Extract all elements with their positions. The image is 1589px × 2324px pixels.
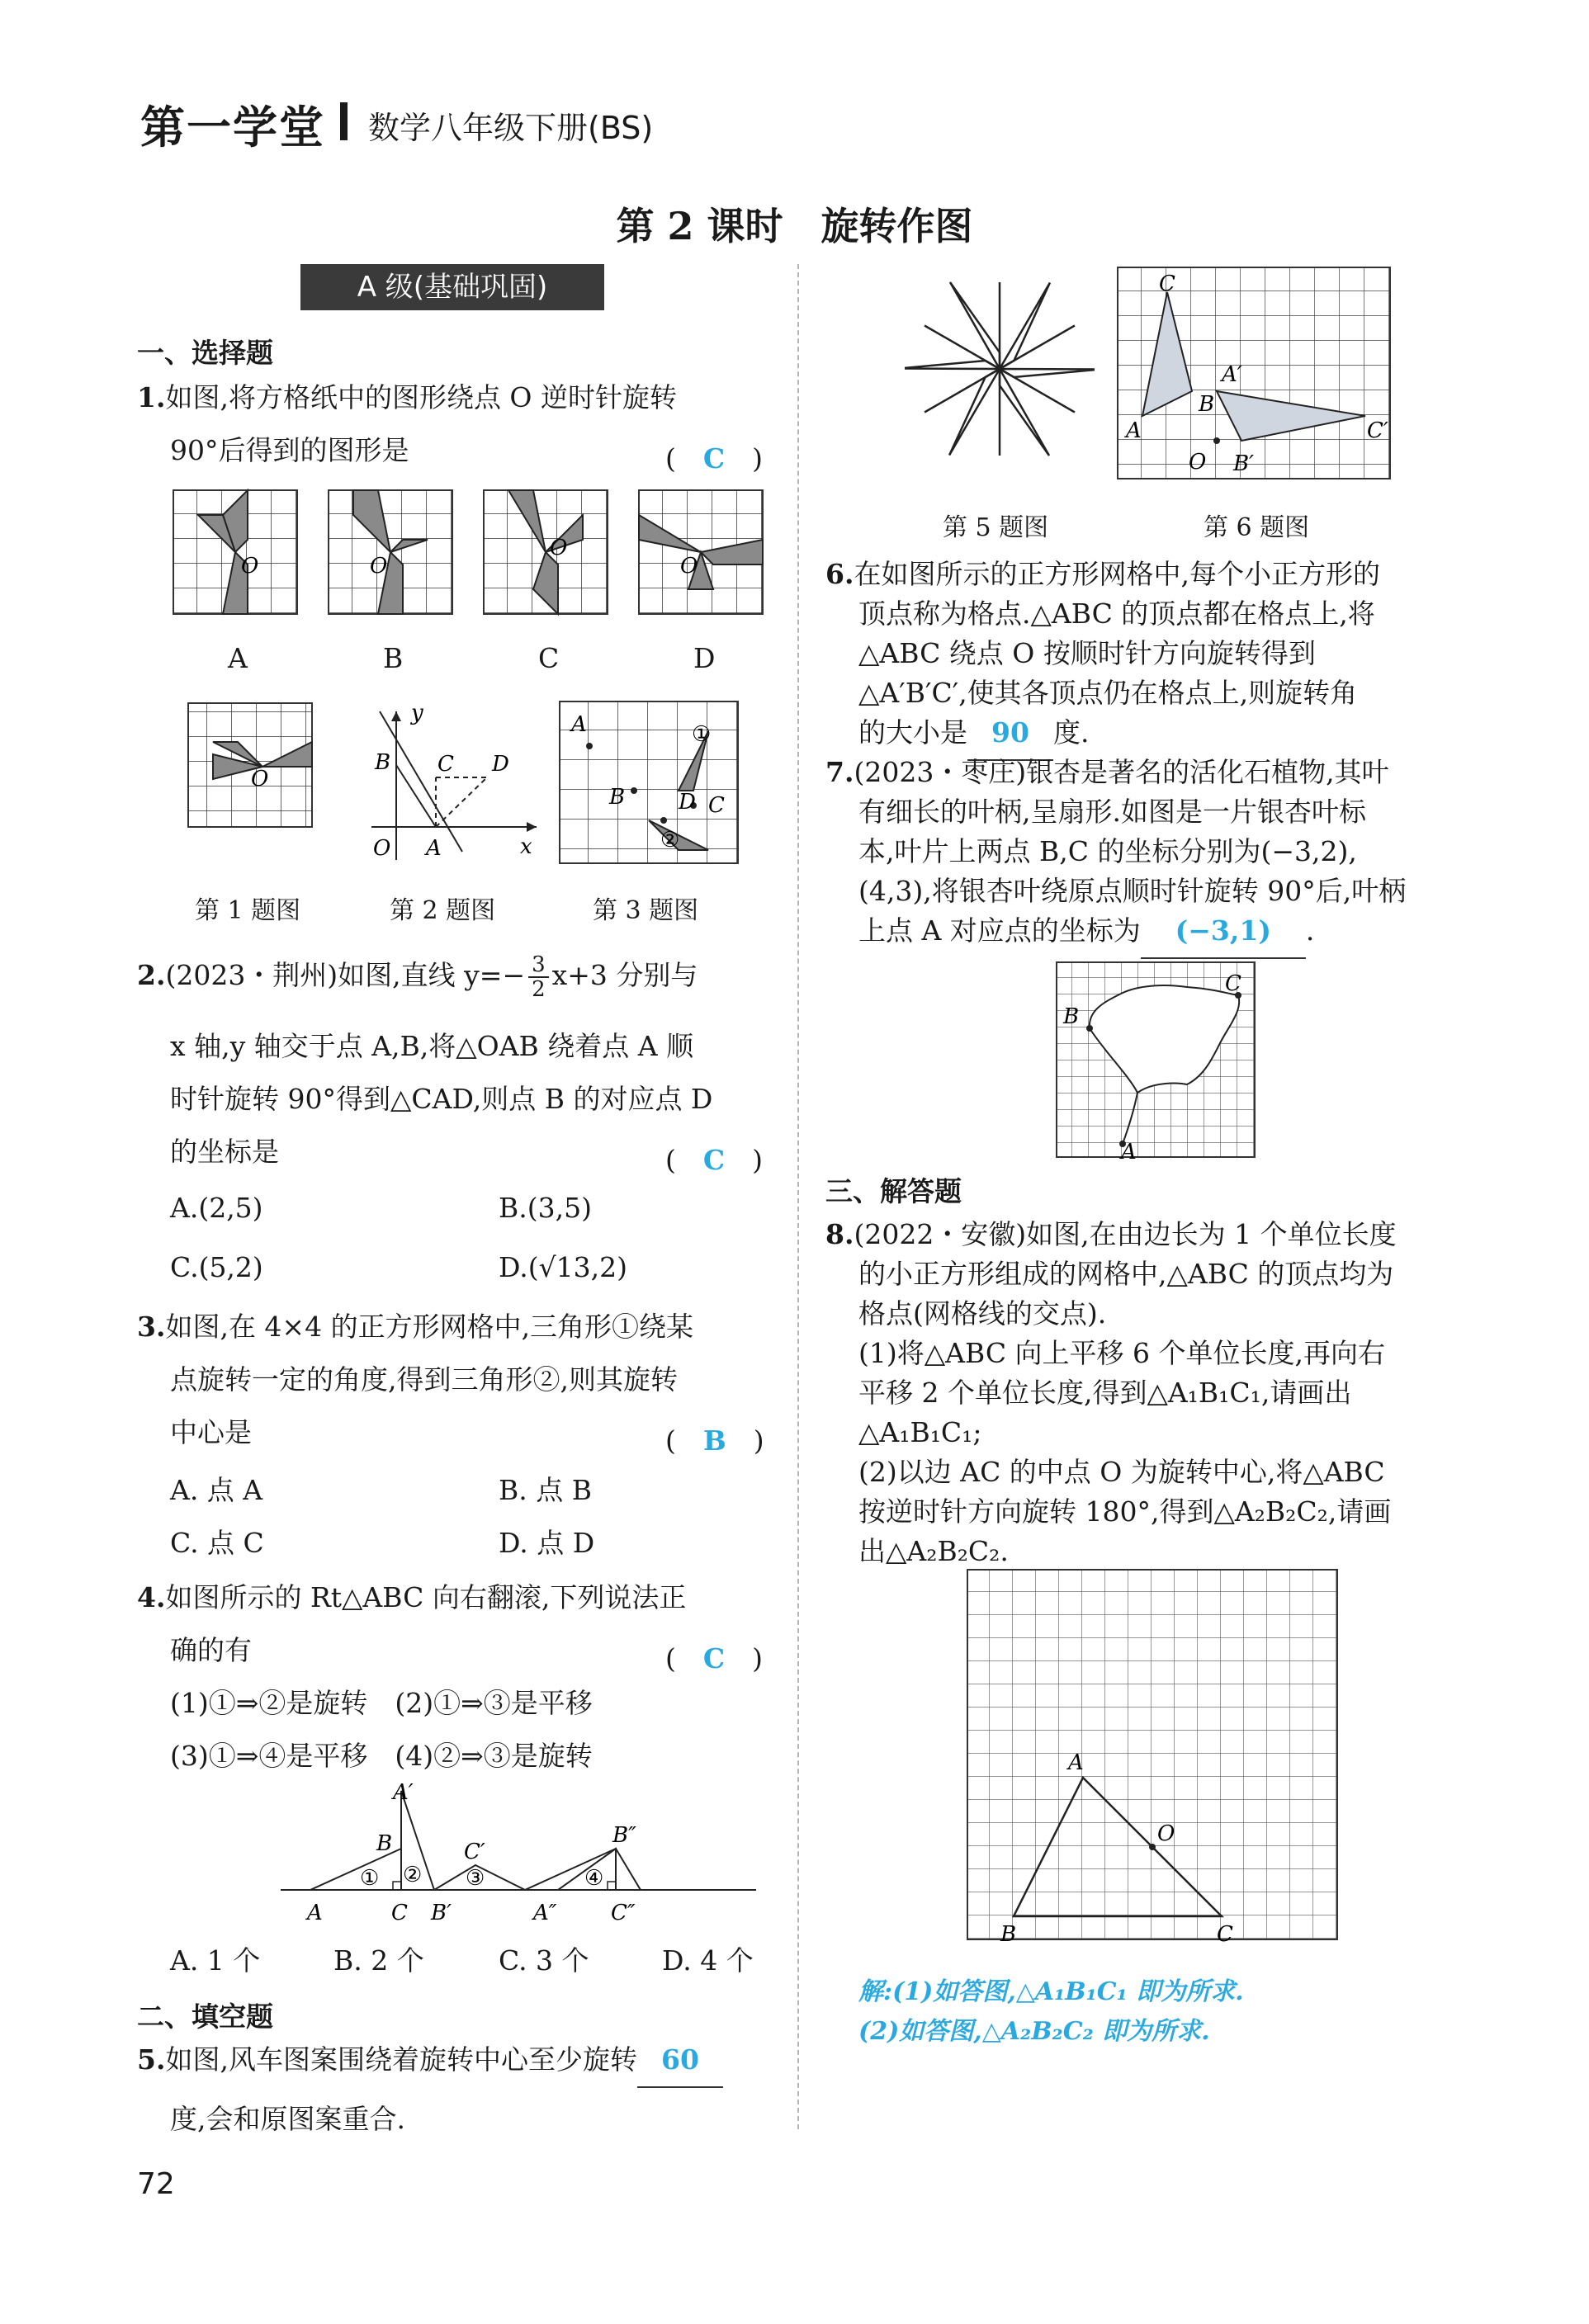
q2-line4: 的坐标是 [170, 1136, 279, 1168]
fig2-caption: 第 2 题图 [390, 896, 496, 925]
option-a-o-label: O [241, 554, 259, 579]
q1-option-a: A [228, 642, 248, 674]
q8-fig-o: O [1157, 1821, 1175, 1846]
q7-ginkgo-figure [1055, 961, 1261, 1160]
q2-line3: 时针旋转 90°得到△CAD,则点 B 的对应点 D [170, 1083, 713, 1115]
q7-fig-c: C [1225, 971, 1241, 996]
q2-option-c: C.(5,2) [170, 1251, 263, 1283]
page-number: 72 [137, 2167, 175, 2201]
q3-line2: 点旋转一定的角度,得到三角形②,则其旋转 [170, 1363, 678, 1396]
option-c-figure [484, 490, 608, 614]
q8-line2: 的小正方形组成的网格中,△ABC 的顶点均为 [858, 1258, 1394, 1290]
q4-option-d: D. 4 个 [662, 1944, 754, 1977]
q4-fig-b1: B′ [431, 1901, 452, 1925]
q8-line7: (2)以边 AC 的中点 O 为旋转中心,将△ABC [858, 1456, 1385, 1488]
q4-fig-circle-1: ① [360, 1866, 380, 1891]
fig3-figure [558, 700, 748, 865]
q7-line2: 有细长的叶柄,呈扇形.如图是一片银杏叶标 [858, 796, 1366, 828]
fig2-a-label: A [426, 836, 442, 861]
q4-statements-2: (3)①⇒④是平移 (4)②⇒③是旋转 [170, 1740, 593, 1772]
q1-option-c: C [538, 642, 560, 674]
svg-text:O: O [550, 536, 568, 560]
fig6-c-label: C [1159, 272, 1175, 296]
q3-option-c: C. 点 C [170, 1527, 264, 1559]
q4-fig-circle-3: ③ [466, 1866, 485, 1891]
q2-line1: 2.(2023・荆州)如图,直线 y=− $\frac{3}{2}$ x+3 分别与 [137, 952, 698, 1002]
fig1-figure [182, 701, 326, 867]
svg-text:O: O [370, 554, 388, 579]
fig6-a-label: A [1126, 418, 1142, 443]
q8-line4: (1)将△ABC 向上平移 6 个单位长度,再向右 [858, 1337, 1386, 1369]
fig3-b-label: B [609, 785, 626, 810]
q5-line1: 5.如图,风车图案围绕着旋转中心至少旋转 60 [137, 2034, 723, 2088]
q4-answer: ( C ) [665, 1642, 764, 1675]
q3-line1: 3.如图,在 4×4 的正方形网格中,三角形①绕某 [137, 1311, 694, 1343]
fig3-c-label: C [708, 793, 725, 818]
q8-fig-a: A [1068, 1750, 1084, 1775]
q7-line5: 上点 A 对应点的坐标为 (−3,1) . [858, 905, 1314, 959]
fig3-d-label: D [679, 790, 696, 815]
q7-fig-b: B [1063, 1004, 1080, 1029]
fig6-caption: 第 6 题图 [1204, 513, 1310, 542]
fig2-x-label: x [520, 834, 532, 859]
q6-line1: 6.在如图所示的正方形网格中,每个小正方形的 [825, 558, 1380, 590]
fig2-figure [363, 703, 545, 868]
section-choice: 一、选择题 [137, 337, 273, 369]
fig5-caption: 第 5 题图 [943, 513, 1049, 542]
q4-fig-a: A [307, 1901, 323, 1925]
fig2-c-label: C [437, 752, 454, 777]
q8-fig-b: B [1000, 1922, 1017, 1947]
q8-line6: △A₁B₁C₁; [858, 1416, 982, 1448]
option-d-figure [639, 490, 763, 614]
book-subtitle: 数学八年级下册(BS) [368, 110, 654, 146]
q2-answer: ( C ) [665, 1144, 764, 1176]
q4-line2: 确的有 [170, 1634, 252, 1666]
q4-fig-c2: C″ [611, 1901, 636, 1925]
q3-option-b: B. 点 B [499, 1474, 592, 1506]
fig3-caption: 第 3 题图 [593, 896, 699, 925]
q4-fig-circle-2: ② [403, 1863, 423, 1887]
section-solve: 三、解答题 [825, 1175, 962, 1207]
q1-answer: ( C ) [665, 442, 764, 475]
q2-option-d: D.(√13,2) [499, 1251, 628, 1283]
fig5-windmill [905, 274, 1095, 464]
svg-text:O: O [680, 554, 698, 579]
q8-line5: 平移 2 个单位长度,得到△A₁B₁C₁,请画出 [858, 1377, 1352, 1409]
q5-answer: 60 [637, 2034, 723, 2088]
fig1-o-label: O [251, 767, 269, 791]
q3-option-a: A. 点 A [170, 1474, 263, 1506]
q4-fig-b: B [376, 1831, 393, 1856]
q8-line8: 按逆时针方向旋转 180°,得到△A₂B₂C₂,请画 [858, 1495, 1392, 1528]
q4-fig-c1: C′ [464, 1840, 485, 1864]
q1-line2: 90°后得到的图形是 [170, 434, 409, 466]
fig6-c1-label: C′ [1367, 418, 1388, 443]
q4-statements-1: (1)①⇒②是旋转 (2)①⇒③是平移 [170, 1687, 593, 1719]
q1-option-d: D [693, 642, 716, 674]
q3-answer: ( B ) [665, 1424, 764, 1457]
fig2-o-label: O [373, 836, 391, 861]
q7-fig-a: A [1121, 1140, 1137, 1160]
q8-line1: 8.(2022・安徽)如图,在由边长为 1 个单位长度 [825, 1218, 1397, 1250]
q1-option-b: B [383, 642, 404, 674]
q4-option-c: C. 3 个 [499, 1944, 589, 1977]
q4-fig-a1: A′ [393, 1783, 414, 1805]
q2-line2: x 轴,y 轴交于点 A,B,将△OAB 绕着点 A 顺 [170, 1030, 694, 1062]
fig2-b-label: B [375, 750, 391, 775]
fig6-b1-label: B′ [1233, 451, 1255, 476]
q6-line2: 顶点称为格点.△ABC 的顶点都在格点上,将 [858, 598, 1375, 630]
q4-option-a: A. 1 个 [170, 1944, 261, 1977]
brand-title: 第一学堂 [140, 102, 325, 154]
q8-solution-2: (2)如答图,△A₂B₂C₂ 即为所求. [858, 2017, 1210, 2046]
q6-answer: 90 [967, 706, 1053, 761]
q5-line2: 度,会和原图案重合. [170, 2103, 405, 2135]
fig2-d-label: D [492, 752, 509, 777]
q4-line1: 4.如图所示的 Rt△ABC 向右翻滚,下列说法正 [137, 1581, 687, 1613]
q7-line3: 本,叶片上两点 B,C 的坐标分别为(−3,2), [858, 835, 1357, 867]
q2-option-a: A.(2,5) [170, 1192, 263, 1224]
header-divider [340, 102, 348, 140]
fig6-b-label: B [1199, 392, 1215, 417]
fig6-a1-label: A′ [1222, 362, 1242, 387]
q7-line4: (4,3),将银杏叶绕原点顺时针旋转 90°后,叶柄 [858, 875, 1407, 907]
q6-line5: 的大小是 90 度. [858, 706, 1090, 761]
q3-line3: 中心是 [170, 1416, 252, 1448]
option-a-figure [173, 490, 297, 614]
q1-option-figures [172, 489, 799, 635]
q8-solution-1: 解:(1)如答图,△A₁B₁C₁ 即为所求. [858, 1977, 1244, 2006]
q2-option-b: B.(3,5) [499, 1192, 592, 1224]
section-fill: 二、填空题 [137, 2000, 273, 2033]
q4-figure [277, 1783, 764, 1931]
q6-line3: △ABC 绕点 O 按顺时针方向旋转得到 [858, 637, 1316, 669]
q4-fig-b2: B″ [612, 1823, 636, 1848]
q8-fig-c: C [1217, 1922, 1233, 1947]
q6-line4: △A′B′C′,使其各顶点仍在格点上,则旋转角 [858, 677, 1358, 709]
q8-grid-figure [966, 1568, 1345, 1953]
q4-option-b: B. 2 个 [333, 1944, 424, 1977]
fig3-a-label: A [571, 712, 587, 737]
fig3-circle-2: ② [660, 828, 680, 853]
q4-fig-c: C [391, 1901, 408, 1925]
fig1-caption: 第 1 题图 [195, 896, 301, 925]
q7-line1: 7.(2023・枣庄)银杏是著名的活化石植物,其叶 [825, 756, 1389, 788]
fig6-o-label: O [1189, 450, 1207, 475]
level-badge: A 级(基础巩固) [300, 264, 604, 310]
page-title: 第 2 课时 旋转作图 [616, 204, 973, 248]
fig3-circle-1: ① [692, 722, 712, 747]
fig2-y-label: y [411, 703, 423, 725]
q4-fig-circle-4: ④ [584, 1866, 604, 1891]
option-b-figure [329, 490, 452, 614]
q4-fig-a2: A″ [533, 1901, 557, 1925]
q1-line1: 1.如图,将方格纸中的图形绕点 O 逆时针旋转 [137, 381, 677, 413]
q8-line9: 出△A₂B₂C₂. [858, 1535, 1009, 1567]
q3-option-d: D. 点 D [499, 1527, 595, 1559]
q8-line3: 格点(网格线的交点). [858, 1297, 1107, 1330]
q7-answer: (−3,1) [1141, 905, 1306, 959]
fig6-figure [1116, 266, 1401, 484]
